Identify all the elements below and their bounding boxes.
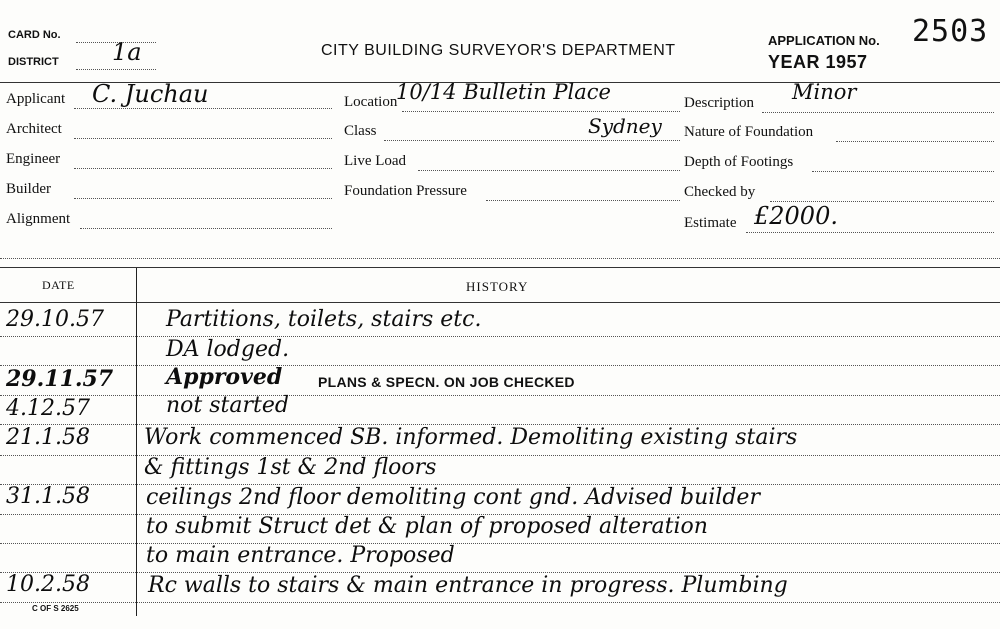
applicant-label: Applicant: [6, 91, 66, 107]
checked-stamp: PLANS & SPECN. ON JOB CHECKED: [318, 374, 575, 390]
depth-of-footings-label: Depth of Footings: [684, 154, 794, 170]
entry-text: & fittings 1st & 2nd floors: [144, 455, 437, 480]
live-load-line: [418, 170, 680, 171]
entry-text: Approved: [166, 364, 283, 390]
nature-of-foundation-label: Nature of Foundation: [684, 124, 814, 140]
date-column-divider: [136, 268, 137, 616]
entry-text: to submit Struct det & plan of proposed alteration: [146, 514, 708, 539]
date-header: DATE: [42, 278, 75, 292]
depth-of-footings-line: [812, 171, 994, 172]
entry-text: to main entrance. Proposed: [146, 543, 455, 568]
engineer-label: Engineer: [6, 151, 61, 167]
architect-line: [74, 138, 332, 139]
estimate-line: [746, 232, 994, 233]
applicant-value: C. Juchau: [92, 80, 209, 108]
location-line: [402, 111, 680, 112]
live-load-label: Live Load: [344, 153, 407, 169]
description-line: [762, 112, 994, 113]
class-label: Class: [344, 123, 377, 139]
builder-label: Builder: [6, 181, 51, 197]
district-label: DISTRICT: [8, 56, 59, 68]
entry-text: Rc walls to stairs & main entrance in progress. Plumbing: [148, 573, 788, 598]
builder-line: [74, 198, 332, 199]
ledger-line: [0, 365, 1000, 366]
engineer-line: [74, 168, 332, 169]
entry-date: 10.2.58: [6, 572, 90, 597]
history-header: HISTORY: [466, 279, 529, 294]
card-no-label: CARD No.: [8, 29, 61, 41]
application-number: 2503: [912, 14, 989, 49]
ledger-line: [0, 395, 1000, 396]
applicant-line: [74, 108, 332, 109]
entry-text: DA lodged.: [166, 337, 290, 362]
foundation-pressure-line: [486, 200, 680, 201]
entry-date: 21.1.58: [6, 425, 90, 450]
class-line: [384, 140, 680, 141]
checked-by-label: Checked by: [684, 184, 756, 200]
fields-bottom-line: [0, 258, 1000, 259]
entry-text: ceilings 2nd floor demoliting cont gnd. Advised builder: [146, 485, 760, 510]
district-line: [76, 69, 156, 70]
application-label: APPLICATION No.: [768, 33, 880, 48]
estimate-value: £2000.: [754, 202, 838, 230]
alignment-line: [80, 228, 332, 229]
entry-date: 29.11.57: [6, 366, 114, 392]
architect-label: Architect: [6, 121, 62, 137]
class-value: Sydney: [588, 114, 662, 138]
location-value: 10/14 Bulletin Place: [396, 80, 611, 104]
history-header-rule: [0, 302, 1000, 303]
alignment-label: Alignment: [6, 211, 71, 227]
entry-text: not started: [166, 393, 289, 418]
foundation-pressure-label: Foundation Pressure: [344, 183, 467, 199]
ledger-line: [0, 336, 1000, 337]
department-title: CITY BUILDING SURVEYOR'S DEPARTMENT: [321, 42, 676, 59]
year-label: YEAR 1957: [768, 52, 868, 72]
entry-text: Partitions, toilets, stairs etc.: [166, 307, 482, 332]
ledger-line: [0, 602, 1000, 603]
estimate-label: Estimate: [684, 215, 737, 231]
nature-of-foundation-line: [836, 141, 994, 142]
entry-text: Work commenced SB. informed. Demoliting existing stairs: [144, 425, 798, 450]
entry-date: 4.12.57: [6, 396, 90, 421]
location-label: Location: [344, 94, 398, 110]
description-label: Description: [684, 95, 754, 111]
form-code: C OF S 2625: [32, 604, 79, 613]
history-top-rule: [0, 267, 1000, 268]
entry-date: 31.1.58: [6, 484, 90, 509]
entry-date: 29.10.57: [6, 307, 104, 332]
description-value: Minor: [792, 80, 857, 104]
district-value: 1a: [112, 38, 142, 66]
